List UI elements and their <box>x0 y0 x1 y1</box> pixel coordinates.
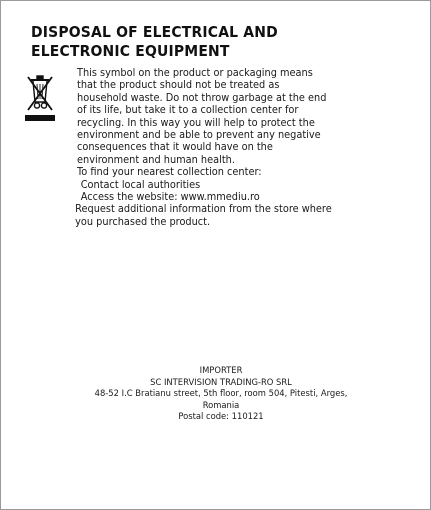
weee-symbol <box>25 73 55 125</box>
importer-address: 48-52 I.C Bratianu street, 5th floor, room 504, Pitesti, Arges, <box>94 388 348 399</box>
option-contact-authorities: Contact local authorities <box>80 178 201 191</box>
disposal-paragraph: This symbol on the product or packaging means that the product should not be treated as household waste. Do not throw garbage at the end of its life, but take it to a collection center for recycling. In this way you will help to protect the environment and be able to prevent any negative consequences that it would have on the environment and human health. <box>77 67 327 166</box>
options-list <box>77 179 333 229</box>
importer-company: SC INTERVISION TRADING-RO SRL <box>150 376 292 387</box>
option-request-store: Request additional information from the store where you purchased the product. <box>75 203 332 228</box>
document-title: DISPOSAL OF ELECTRICAL AND ELECTRONIC EQUIPMENT <box>31 23 278 60</box>
collection-center-label: To find your nearest collection center: <box>77 166 262 179</box>
weee-underline-bar <box>25 115 55 121</box>
option-website: Access the website: www.mmediu.ro <box>80 191 260 204</box>
importer-postal-code: Postal code: 110121 <box>178 411 264 422</box>
importer-heading: IMPORTER <box>199 365 243 375</box>
importer-country: Romania <box>202 399 240 410</box>
disposal-instructions <box>77 67 333 228</box>
importer-block <box>61 365 381 423</box>
crossed-out-wheeled-bin-icon <box>25 73 55 113</box>
